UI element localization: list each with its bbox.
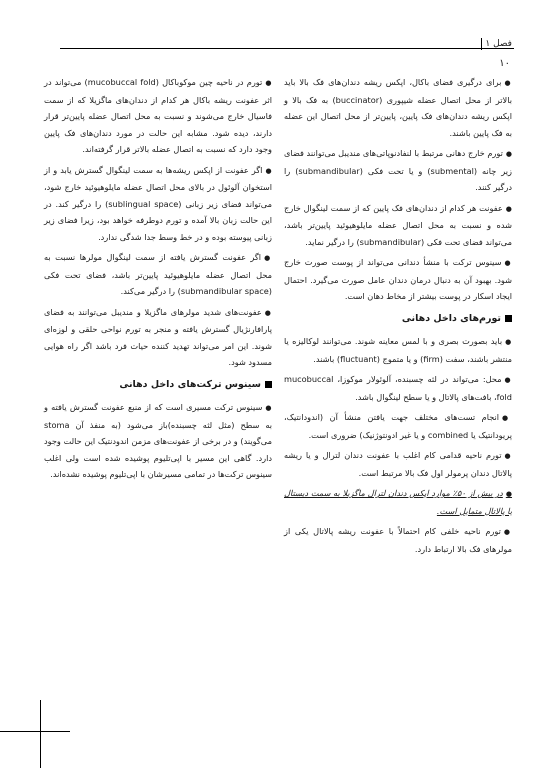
bullet-icon: ● <box>265 166 272 175</box>
bullet-icon: ● <box>264 254 273 262</box>
paragraph: ●تورم خارج دهانی مرتبط با لنفادنوپاتی‌های منديبل می‌توانند فضای زیر چانه (submental) و یا تحت فکی (submandibular) را درگیر کنند. <box>284 148 513 192</box>
bullet-icon: ● <box>505 150 513 158</box>
bullet-icon: ● <box>504 452 513 460</box>
paragraph: ●عفونت هر کدام از دندان‌های فک پایین که از سمت لینگوال خارج شده و نسبت به محل اتصال عضله مایلوهیوئید پایین‌تر باشد، می‌تواند فضای تحت فکی (submandibular) را درگیر نماید. <box>284 202 513 247</box>
bullet-icon: ● <box>265 79 273 87</box>
bullet-icon: ● <box>264 308 272 317</box>
chapter-divider <box>481 38 482 50</box>
paragraph: ●تورم ناحیه خلفی کام احتمالاً با عفونت ریشه پالاتال یکی از مولرهای فک بالا ارتباط دارد. <box>284 526 513 554</box>
paragraph: ●تورم در ناحیه چین موکوباکال (mucobuccal fold) می‌تواند در اثر عفونت ریشه باکال هر کدام از دندان‌های ماگزیلا که از سمت فاسیال خارج می‌شوند و نسبت به محل اتصال عضله پایین‌تر قرار دارند، دیده شود. مشابه این حالت در مورد دندان‌های فک پایین وجود دارد که نسبت به اتصال عضله بالاتر قرار گرفته‌اند. <box>44 77 273 154</box>
paragraph: ●سینوس ترکت با منشأ دندانی می‌تواند از پوست صورت خارج شود. بهبود آن به دنبال درمان دندان عامل صورت می‌گیرد. احتمال ایجاد اسکار در پوست بیشتر از مخاط دهان است. <box>284 257 513 301</box>
bullet-icon: ● <box>505 204 513 213</box>
crop-mark-v <box>40 700 41 768</box>
left-column <box>44 74 272 487</box>
paragraph: ●انجام تست‌های مختلف جهت یافتن منشأ آن (اندودانتیک، پریودانتیک یا combined و یا غیر ادونتوژنیک) ضروری است. <box>284 412 513 440</box>
right-column <box>284 74 512 561</box>
bullet-icon: ● <box>504 79 512 87</box>
bullet-icon: ● <box>503 528 513 536</box>
paragraph: ●برای درگیری فضای باکال، اپکس ریشه دندان‌های فک بالا باید بالاتر از محل اتصال عضله شیپوری (buccinator) به فک بالا و اپکس ریشه دندان‌های فک پایین، پایین‌تر از محل اتصال این عضله به فک پایین باشند. <box>284 77 512 138</box>
bullet-icon: ● <box>505 490 513 498</box>
chapter-text: فصل ۱ <box>485 39 512 49</box>
paragraph: ●باید بصورت بصری و با لمس معاینه شوند. می‌توانند لوکالیزه یا منتشر باشند، سفت (firm) و یا متموج (fluctuant) باشند. <box>284 336 512 364</box>
paragraph: ●عفونت‌های شدید مولرهای ماگزیلا و مندیبل می‌توانند به فضای پارافارنژیال گسترش یافته و منجر به تورم نواحی حلقی و لوزه‌ای شوند. این امر می‌تواند تهدید کننده حیات فرد باشد اگر راه هوایی مسدود شود. <box>44 306 272 367</box>
bullet-icon: ● <box>504 259 513 267</box>
paragraph: ●تورم ناحیه قدامی کام اغلب با عفونت دندان لترال و یا ریشه پالاتال دندان پرمولر اول فک بالا مرتبط است. <box>284 450 513 478</box>
paragraph: ●اگر عفونت گسترش یافته از سمت لینگوال مولرها نسبت به محل اتصال عضله مایلوهیوئید پایین‌تر باشد، فضای تحت فکی (submandibular space) را درگیر می‌کند. <box>44 252 273 296</box>
section-heading: تورم‌های داخل دهانی <box>284 311 512 328</box>
bullet-icon: ● <box>504 376 512 384</box>
square-bullet-icon <box>505 315 512 322</box>
section-heading: سینوس ترکت‌های داخل دهانی <box>44 377 272 394</box>
highlight-note: ●در بیش از ۵۰٪ موارد اپکس دندان لترال ماگزیلا به سمت دیستال یا پالاتال متمایل است. <box>284 488 513 516</box>
chapter-label <box>481 38 512 50</box>
paragraph: ●اگر عفونت از اپکس ریشه‌ها به سمت لینگوال گسترش یابد و از استخوان آلوئول در بالای محل اتصال عضله مایلوهیوئید خارج شود، می‌تواند فضای زیر زبانی (sublingual space) را درگیر کند. در این حالت زبان بالا آمده و تورم دوطرفه خواهد بود، زیرا فضای زیر زبانی پیوسته بوده و در خط وسط جدا شدگی ندارد. <box>44 164 273 242</box>
page-number: ۱۰ <box>499 58 510 69</box>
bullet-icon: ● <box>505 338 512 346</box>
square-bullet-icon <box>265 381 272 388</box>
paragraph: ●محل: می‌تواند در لثه چسبنده، آلوئولار موکوزا، mucobuccal fold، بافت‌های پالاتال و یا سطح لینگوال باشد. <box>284 374 512 402</box>
header-rule <box>60 48 514 49</box>
paragraph: ●سینوس ترکت مسیری است که از منبع عفونت گسترش یافته و به سطح (مثل لثه چسبنده)باز می‌شود (به منفذ آن stoma می‌گویند) و در برخی از عفونت‌های مزمن اندودنتیک این حالت وجود دارد. گاهی این مسیر با اپی‌تلیوم پوشیده شده است ولی اغلب سینوس ترکت‌ها در تمامی مسیرشان با اپی‌تلیوم پوشیده نشده‌اند. <box>44 402 272 479</box>
bullet-icon: ● <box>502 414 513 422</box>
bullet-icon: ● <box>265 404 272 412</box>
crop-mark-h <box>0 731 70 732</box>
